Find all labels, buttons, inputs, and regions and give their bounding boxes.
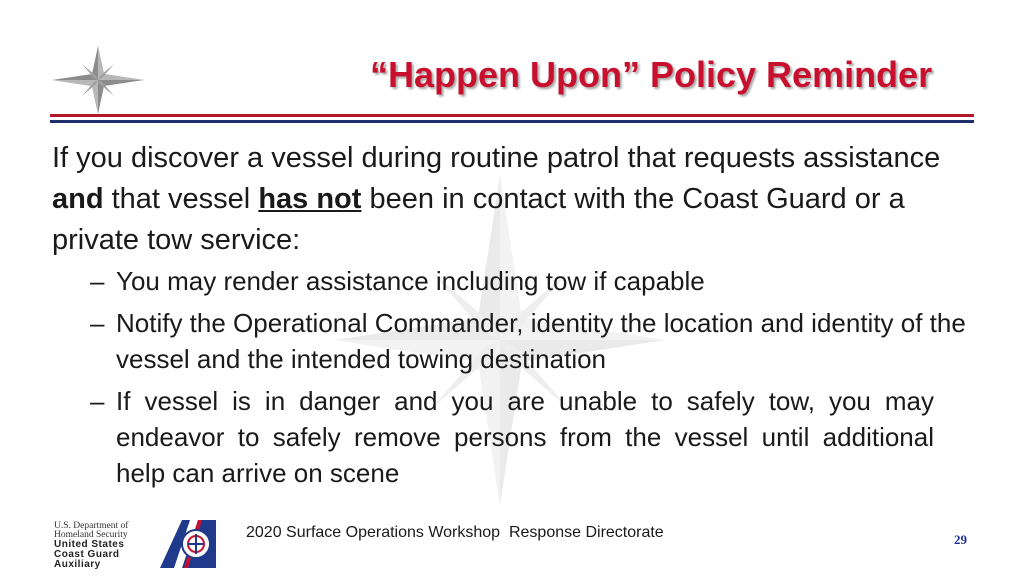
intro-underline-has-not: has not xyxy=(258,183,362,215)
logo-bold-line: United States xyxy=(54,539,125,550)
logo-line: U.S. Department of xyxy=(54,521,129,531)
intro-text-1: If you discover a vessel during routine patrol that requests assistance xyxy=(52,142,941,174)
slide-title: “Happen Upon” Policy Reminder xyxy=(370,54,933,95)
footer-text: 2020 Surface Operations Workshop Response Directorate xyxy=(246,524,664,541)
title-rule-red xyxy=(50,114,974,117)
dhs-uscg-auxiliary-logo xyxy=(54,522,142,570)
bullet-list xyxy=(52,263,982,491)
bullet-text: You may render assistance including tow if capable xyxy=(116,266,705,296)
bullet-item xyxy=(52,383,982,491)
bullet-dash: – xyxy=(90,266,105,296)
bullet-text: If vessel is in danger and you are unable to safely tow, you may endeavor to safely remove persons from the vessel until additional help can arrive on scene xyxy=(116,386,934,488)
logo-line: Homeland Security xyxy=(54,530,128,540)
logo-bold-line: Coast Guard xyxy=(54,549,120,560)
intro-paragraph xyxy=(52,138,982,261)
bullet-dash: – xyxy=(90,386,105,416)
bullet-text: Notify the Operational Commander, identity the location and identity of the vessel and the intended towing destination xyxy=(116,308,966,374)
title-rule-navy xyxy=(50,120,974,123)
intro-text-2: that vessel xyxy=(103,183,259,215)
intro-bold-and: and xyxy=(52,183,104,215)
intro-text-3: been in contact with the Coast Guard or a private tow service: xyxy=(52,183,905,256)
slide-body xyxy=(52,138,982,497)
bullet-item xyxy=(52,305,982,377)
bullet-item xyxy=(52,263,982,299)
coast-guard-auxiliary-emblem-icon xyxy=(160,520,216,568)
page-number: 29 xyxy=(954,532,967,547)
logo-bold-line: Auxiliary xyxy=(54,559,101,570)
compass-rose-icon xyxy=(48,44,144,116)
bullet-dash: – xyxy=(90,308,105,338)
